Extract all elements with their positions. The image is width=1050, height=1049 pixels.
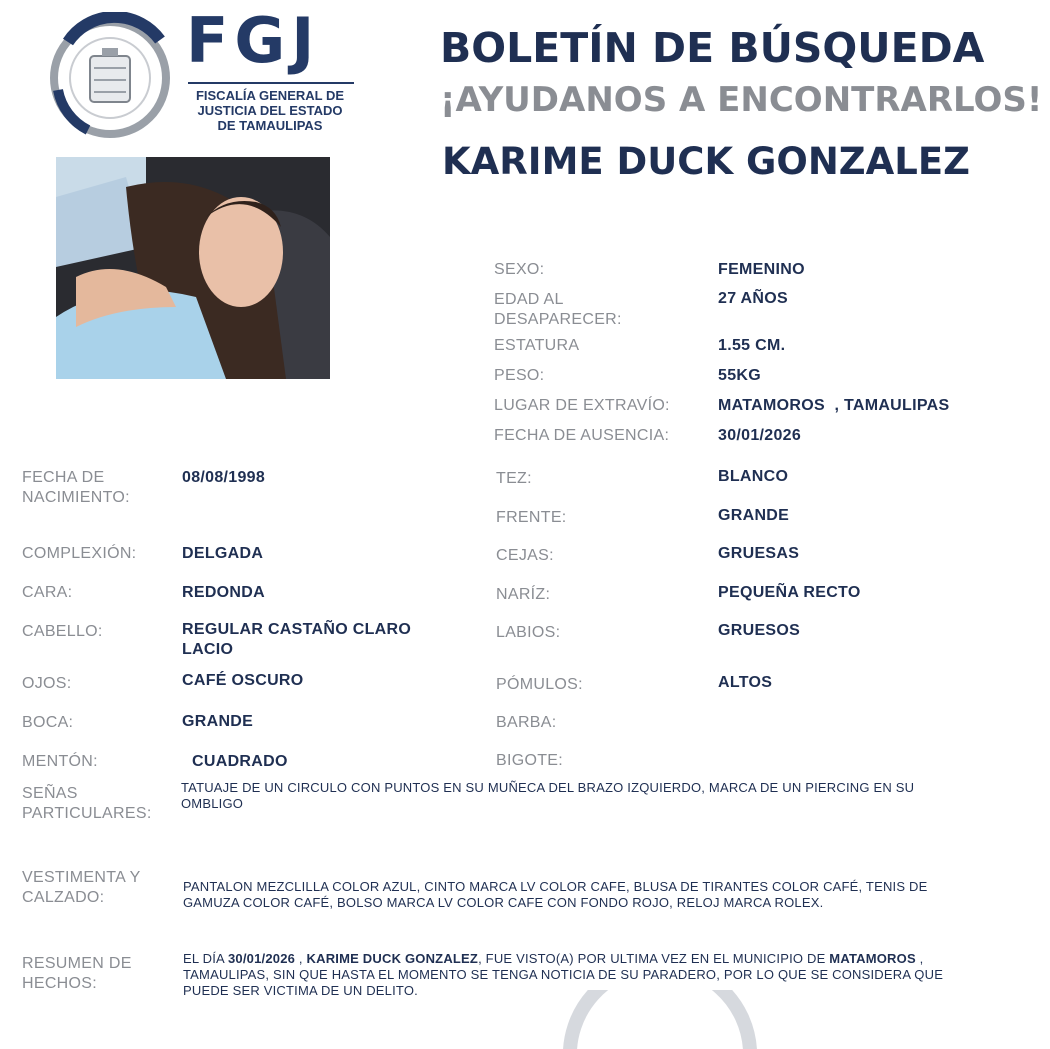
resumen-city: MATAMOROS bbox=[829, 951, 916, 966]
vestimenta-label bbox=[22, 868, 141, 908]
labios-value: GRUESOS bbox=[718, 622, 801, 639]
frente-label: FRENTE: bbox=[496, 509, 567, 526]
senas-label-line: PARTICULARES: bbox=[22, 805, 152, 822]
cara-value: REDONDA bbox=[182, 584, 265, 601]
resumen-tail: , bbox=[915, 951, 924, 966]
labios-label: LABIOS: bbox=[496, 624, 561, 641]
pomulos-label: PÓMULOS: bbox=[496, 676, 583, 693]
complexion-value: DELGADA bbox=[182, 545, 264, 562]
vestimenta-text-line: GAMUZA COLOR CAFÉ, BOLSO MARCA LV COLOR CAFE CON FONDO ROJO, RELOJ MARCA ROLEX. bbox=[183, 895, 824, 910]
agency-name-line: DE TAMAULIPAS bbox=[217, 118, 323, 133]
boca-label: BOCA: bbox=[22, 714, 74, 731]
bulletin-title: BOLETÍN DE BÚSQUEDA bbox=[440, 24, 985, 72]
edad-label bbox=[494, 290, 622, 330]
edad-value: 27 AÑOS bbox=[718, 290, 788, 307]
nacimiento-label bbox=[22, 468, 130, 508]
agency-name-line: FISCALÍA GENERAL DE bbox=[195, 88, 345, 103]
nacimiento-value: 08/08/1998 bbox=[182, 469, 266, 486]
senas-label-line: SEÑAS bbox=[22, 785, 78, 802]
resumen-label bbox=[22, 954, 132, 994]
resumen-text-line bbox=[183, 951, 943, 967]
tez-label: TEZ: bbox=[496, 470, 532, 487]
watermark-arc bbox=[560, 990, 760, 1049]
cabello-value-line: REGULAR CASTAÑO CLARO bbox=[182, 621, 412, 638]
cabello-label: CABELLO: bbox=[22, 623, 103, 640]
cejas-label: CEJAS: bbox=[496, 547, 554, 564]
fecha-ausencia-label: FECHA DE AUSENCIA: bbox=[494, 427, 670, 444]
wordmark-divider bbox=[188, 82, 354, 84]
tez-value: BLANCO bbox=[718, 468, 789, 485]
resumen-date: 30/01/2026 bbox=[228, 951, 296, 966]
barba-label: BARBA: bbox=[496, 714, 557, 731]
resumen-middle: , FUE VISTO(A) POR ULTIMA VEZ EN EL MUNICIPIO DE bbox=[478, 951, 830, 966]
resumen-intro: EL DÍA bbox=[183, 951, 228, 966]
edad-label-line: EDAD AL bbox=[494, 291, 564, 308]
ojos-value: CAFÉ OSCURO bbox=[182, 672, 304, 689]
senas-text-line: OMBLIGO bbox=[181, 796, 244, 811]
vestimenta-text bbox=[183, 879, 927, 911]
nariz-value: PEQUEÑA RECTO bbox=[718, 584, 861, 601]
resumen-label-line: RESUMEN DE bbox=[22, 955, 132, 972]
resumen-label-line: HECHOS: bbox=[22, 975, 97, 992]
cabello-value bbox=[182, 620, 411, 660]
photo-illustration bbox=[56, 157, 330, 379]
menton-label: MENTÓN: bbox=[22, 753, 98, 770]
vestimenta-label-line: CALZADO: bbox=[22, 889, 105, 906]
vestimenta-text-line: PANTALON MEZCLILLA COLOR AZUL, CINTO MARCA LV COLOR CAFE, BLUSA DE TIRANTES COLOR CAFÉ, TENIS DE bbox=[183, 879, 928, 894]
peso-value: 55KG bbox=[718, 367, 761, 384]
cabello-value-line: LACIO bbox=[182, 641, 234, 658]
estatura-label: ESTATURA bbox=[494, 337, 580, 354]
resumen-text-line: PUEDE SER VICTIMA DE UN DELITO. bbox=[183, 983, 418, 998]
senas-text-line: TATUAJE DE UN CIRCULO CON PUNTOS EN SU MUÑECA DEL BRAZO IZQUIERDO, MARCA DE UN PIERCING EN SU bbox=[181, 780, 915, 795]
missing-person-name: KARIME DUCK GONZALEZ bbox=[442, 140, 970, 183]
senas-label bbox=[22, 784, 152, 824]
agency-name bbox=[180, 88, 360, 133]
lugar-label: LUGAR DE EXTRAVÍO: bbox=[494, 397, 670, 414]
frente-value: GRANDE bbox=[718, 507, 790, 524]
fecha-ausencia-value: 30/01/2026 bbox=[718, 427, 802, 444]
agency-name-line: JUSTICIA DEL ESTADO bbox=[197, 103, 343, 118]
fgj-seal-logo bbox=[48, 12, 178, 142]
estatura-value: 1.55 CM. bbox=[718, 337, 786, 354]
fgj-wordmark: FGJ bbox=[186, 4, 321, 77]
complexion-label: COMPLEXIÓN: bbox=[22, 545, 137, 562]
missing-person-photo bbox=[56, 157, 330, 379]
sexo-value: FEMENINO bbox=[718, 261, 805, 278]
menton-value: CUADRADO bbox=[192, 753, 288, 770]
cara-label: CARA: bbox=[22, 584, 73, 601]
ojos-label: OJOS: bbox=[22, 675, 72, 692]
vestimenta-label-line: VESTIMENTA Y bbox=[22, 869, 141, 886]
nacimiento-label-line: NACIMIENTO: bbox=[22, 489, 130, 506]
resumen-separator: , bbox=[295, 951, 307, 966]
lugar-value: MATAMOROS , TAMAULIPAS bbox=[718, 397, 950, 414]
sexo-label: SEXO: bbox=[494, 261, 545, 278]
nariz-label: NARÍZ: bbox=[496, 586, 551, 603]
pomulos-value: ALTOS bbox=[718, 674, 773, 691]
boca-value: GRANDE bbox=[182, 713, 254, 730]
senas-text bbox=[181, 780, 914, 812]
resumen-name: KARIME DUCK GONZALEZ bbox=[306, 951, 479, 966]
resumen-text-line: TAMAULIPAS, SIN QUE HASTA EL MOMENTO SE TENGA NOTICIA DE SU PARADERO, POR LO QUE SE CONSIDERA QUE bbox=[183, 967, 944, 982]
bigote-label: BIGOTE: bbox=[496, 752, 563, 769]
cejas-value: GRUESAS bbox=[718, 545, 800, 562]
nacimiento-label-line: FECHA DE bbox=[22, 469, 105, 486]
bulletin-subtitle: ¡AYUDANOS A ENCONTRARLOS! bbox=[440, 80, 1043, 120]
peso-label: PESO: bbox=[494, 367, 545, 384]
edad-label-line: DESAPARECER: bbox=[494, 311, 622, 328]
